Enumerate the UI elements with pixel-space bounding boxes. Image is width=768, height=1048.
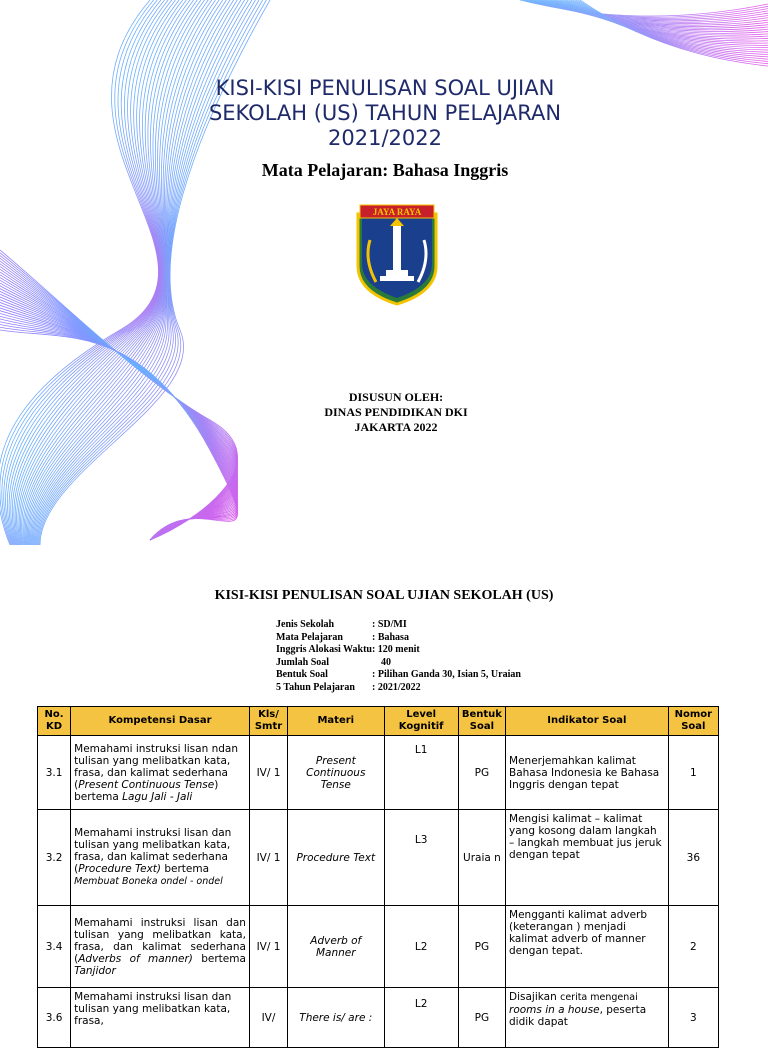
- info-key: 5 Tahun Pelajaran: [276, 681, 355, 693]
- nomor-cell: 3: [668, 988, 718, 1048]
- info-key: Jumlah Soal: [276, 656, 330, 668]
- logo-text: JAYA RAYA: [372, 207, 422, 217]
- indikator-cell: Menerjemahkan kalimat Bahasa Indonesia ke Bahasa Inggris dengan tepat: [506, 736, 669, 810]
- indikator-text: , peserta didik dapat: [509, 1004, 647, 1028]
- column-header: Bentuk Soal: [458, 707, 505, 736]
- wave-line: [0, 275, 237, 540]
- bentuk-cell: Uraia n: [458, 810, 505, 906]
- bentuk-cell: PG: [458, 988, 505, 1048]
- kompetensi-text: Memahami instruksi lisan dan tulisan yang melibatkan kata, frasa,: [74, 991, 232, 1027]
- kompetensi-text: ) bertema: [74, 778, 219, 803]
- nomor-cell: 1: [668, 736, 718, 810]
- author-line: JAKARTA 2022: [354, 420, 438, 434]
- wave-line: [6, 0, 165, 545]
- column-header: Kls/ Smtr: [249, 707, 287, 736]
- kompetensi-italic: Present Continuous Tense: [78, 778, 215, 791]
- cover-title-line: KISI-KISI PENULISAN SOAL UJIAN: [215, 76, 555, 100]
- info-value: : 120 menit: [371, 644, 420, 655]
- indikator-italic: rooms in a house: [509, 1004, 600, 1016]
- info-row: [276, 669, 521, 682]
- level-cell: L3: [384, 810, 458, 906]
- table-row: [38, 810, 719, 906]
- table-row: [38, 906, 719, 988]
- info-value: : Bahasa: [372, 631, 409, 643]
- kisi-table: [37, 706, 719, 1048]
- cover-title-line: 2021/2022: [328, 126, 442, 150]
- kompetensi-text: bertema: [192, 952, 246, 965]
- jaya-raya-logo: [350, 200, 444, 306]
- info-row: [276, 619, 521, 632]
- kompetensi-italic: Membuat Boneka ondel - ondel: [74, 876, 223, 887]
- info-row: [276, 682, 521, 695]
- kompetensi-cell: [71, 988, 250, 1048]
- column-header: No. KD: [38, 707, 71, 736]
- subject-heading: Mata Pelajaran: Bahasa Inggris: [261, 160, 509, 180]
- info-value: : SD/MI: [372, 619, 407, 630]
- kls-cell: IV/ 1: [249, 736, 287, 810]
- kompetensi-italic: Tanjidor: [74, 964, 116, 977]
- cover-title-line: SEKOLAH (US) TAHUN PELAJARAN: [208, 101, 562, 125]
- info-value: 40: [381, 656, 391, 668]
- wave-line: [0, 272, 237, 540]
- bentuk-cell: PG: [458, 736, 505, 810]
- info-key: Bentuk Soal: [276, 669, 328, 680]
- indikator-text: Disajikan: [509, 991, 561, 1003]
- column-header: Materi: [288, 707, 384, 736]
- level-cell: L2: [384, 906, 458, 988]
- kd-cell: 3.6: [38, 988, 71, 1048]
- indikator-small-text: cerita mengenai: [560, 992, 638, 1003]
- kompetensi-cell: [71, 736, 250, 810]
- table-row: [38, 988, 719, 1048]
- wave-line: [0, 264, 237, 540]
- wave-line: [7, 0, 168, 545]
- info-value: : Pilihan Ganda 30, Isian 5, Uraian: [372, 669, 521, 680]
- kd-cell: 3.2: [38, 810, 71, 906]
- materi-cell: Adverb of Manner: [288, 906, 384, 988]
- kd-cell: 3.1: [38, 736, 71, 810]
- indikator-cell: Mengganti kalimat adverb (keterangan ) menjadi kalimat adverb of manner dengan tepat.: [506, 906, 669, 988]
- kompetensi-text: Memahami instruksi lisan ndan tulisan yang melibatkan kata, frasa, dan kalimat sederhana (: [74, 742, 238, 791]
- materi-cell: Procedure Text: [288, 810, 384, 906]
- column-header: Indikator Soal: [506, 707, 669, 736]
- wave-line: [0, 267, 237, 540]
- author-line: DISUSUN OLEH:: [348, 390, 444, 404]
- author-block: [240, 390, 552, 435]
- info-row: [276, 657, 521, 670]
- column-header: Level Kognitif: [384, 707, 458, 736]
- info-key: Jenis Sekolah: [276, 619, 335, 630]
- nomor-cell: 2: [668, 906, 718, 988]
- kompetensi-italic: Adverbs of manner): [78, 952, 193, 965]
- table-row: [38, 736, 719, 810]
- kompetensi-text: Memahami instruksi lisan dan tulisan yang melibatkan kata, frasa, dan kalimat sederhana (: [74, 916, 246, 965]
- cover-title: [150, 76, 620, 151]
- materi-cell: There is/ are :: [288, 988, 384, 1048]
- materi-cell: Present Continuous Tense: [288, 736, 384, 810]
- info-key: Mata Pelajaran: [276, 631, 343, 643]
- info-row: [276, 632, 521, 645]
- indikator-cell: Mengisi kalimat – kalimat yang kosong dalam langkah – langkah membuat jus jeruk dengan tepat: [506, 810, 669, 906]
- level-cell: L2: [384, 988, 458, 1048]
- kompetensi-cell: [71, 906, 250, 988]
- info-value: : 2021/2022: [372, 681, 421, 693]
- kls-cell: IV/: [249, 988, 287, 1048]
- bentuk-cell: PG: [458, 906, 505, 988]
- kompetensi-italic: Lagu Jali - Jali: [122, 790, 193, 803]
- kls-cell: IV/ 1: [249, 810, 287, 906]
- author-line: DINAS PENDIDIKAN DKI: [324, 405, 468, 419]
- kls-cell: IV/ 1: [249, 906, 287, 988]
- table-header-row: [38, 707, 719, 736]
- kompetensi-text: bertema: [161, 863, 210, 875]
- column-header: Kompetensi Dasar: [71, 707, 250, 736]
- nomor-cell: 36: [668, 810, 718, 906]
- document-title: KISI-KISI PENULISAN SOAL UJIAN SEKOLAH (US): [214, 588, 554, 603]
- level-cell: L1: [384, 736, 458, 810]
- kd-cell: 3.4: [38, 906, 71, 988]
- column-header: Nomor Soal: [668, 707, 718, 736]
- kompetensi-cell: [71, 810, 250, 906]
- info-key: Inggris Alokasi Waktu: [276, 644, 372, 655]
- kompetensi-text: Memahami instruksi lisan dan tulisan yang melibatkan kata, frasa, dan kalimat sederhana (: [74, 827, 232, 875]
- indikator-cell: [506, 988, 669, 1048]
- info-block: [276, 619, 521, 694]
- info-row: [276, 644, 521, 657]
- kompetensi-italic: Procedure Text): [78, 863, 161, 875]
